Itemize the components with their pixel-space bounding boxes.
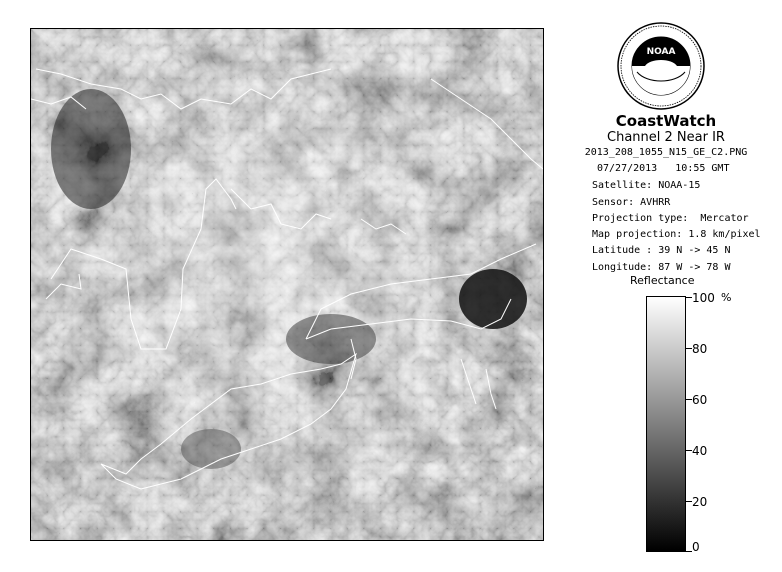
- channel-label: Channel 2 Near IR: [607, 130, 725, 145]
- sensor-label: Sensor: AVHRR: [592, 197, 671, 208]
- brand-title: CoastWatch: [615, 112, 717, 130]
- colorbar: [646, 296, 686, 552]
- colorbar-tick-label: 100: [692, 291, 715, 305]
- colorbar-tick-label: 20: [692, 495, 708, 509]
- colorbar-tick-label: 40: [692, 444, 708, 458]
- filename-label: 2013_208_1055_N15_GE_C2.PNG: [584, 147, 748, 158]
- logo-text: NOAA: [646, 47, 676, 57]
- longitude-label: Longitude: 87 W -> 78 W: [592, 262, 731, 273]
- colorbar-title: Reflectance: [630, 274, 695, 287]
- projection-type-label: Projection type: Mercator: [592, 213, 749, 224]
- time-label: 10:55 GMT: [675, 163, 730, 174]
- satellite-image: [30, 28, 544, 541]
- latitude-label: Latitude : 39 N -> 45 N: [592, 245, 731, 256]
- satellite-label: Satellite: NOAA-15: [592, 180, 701, 191]
- colorbar-tick-label: 0: [692, 540, 700, 554]
- date-time-line: [597, 163, 729, 174]
- date-label: 07/27/2013: [597, 163, 658, 174]
- colorbar-tick-label: 60: [692, 393, 708, 407]
- colorbar-unit: %: [721, 291, 732, 304]
- colorbar-tick-label: 80: [692, 342, 708, 356]
- noaa-logo: [617, 22, 705, 110]
- map-projection-label: Map projection: 1.8 km/pixel: [592, 229, 761, 240]
